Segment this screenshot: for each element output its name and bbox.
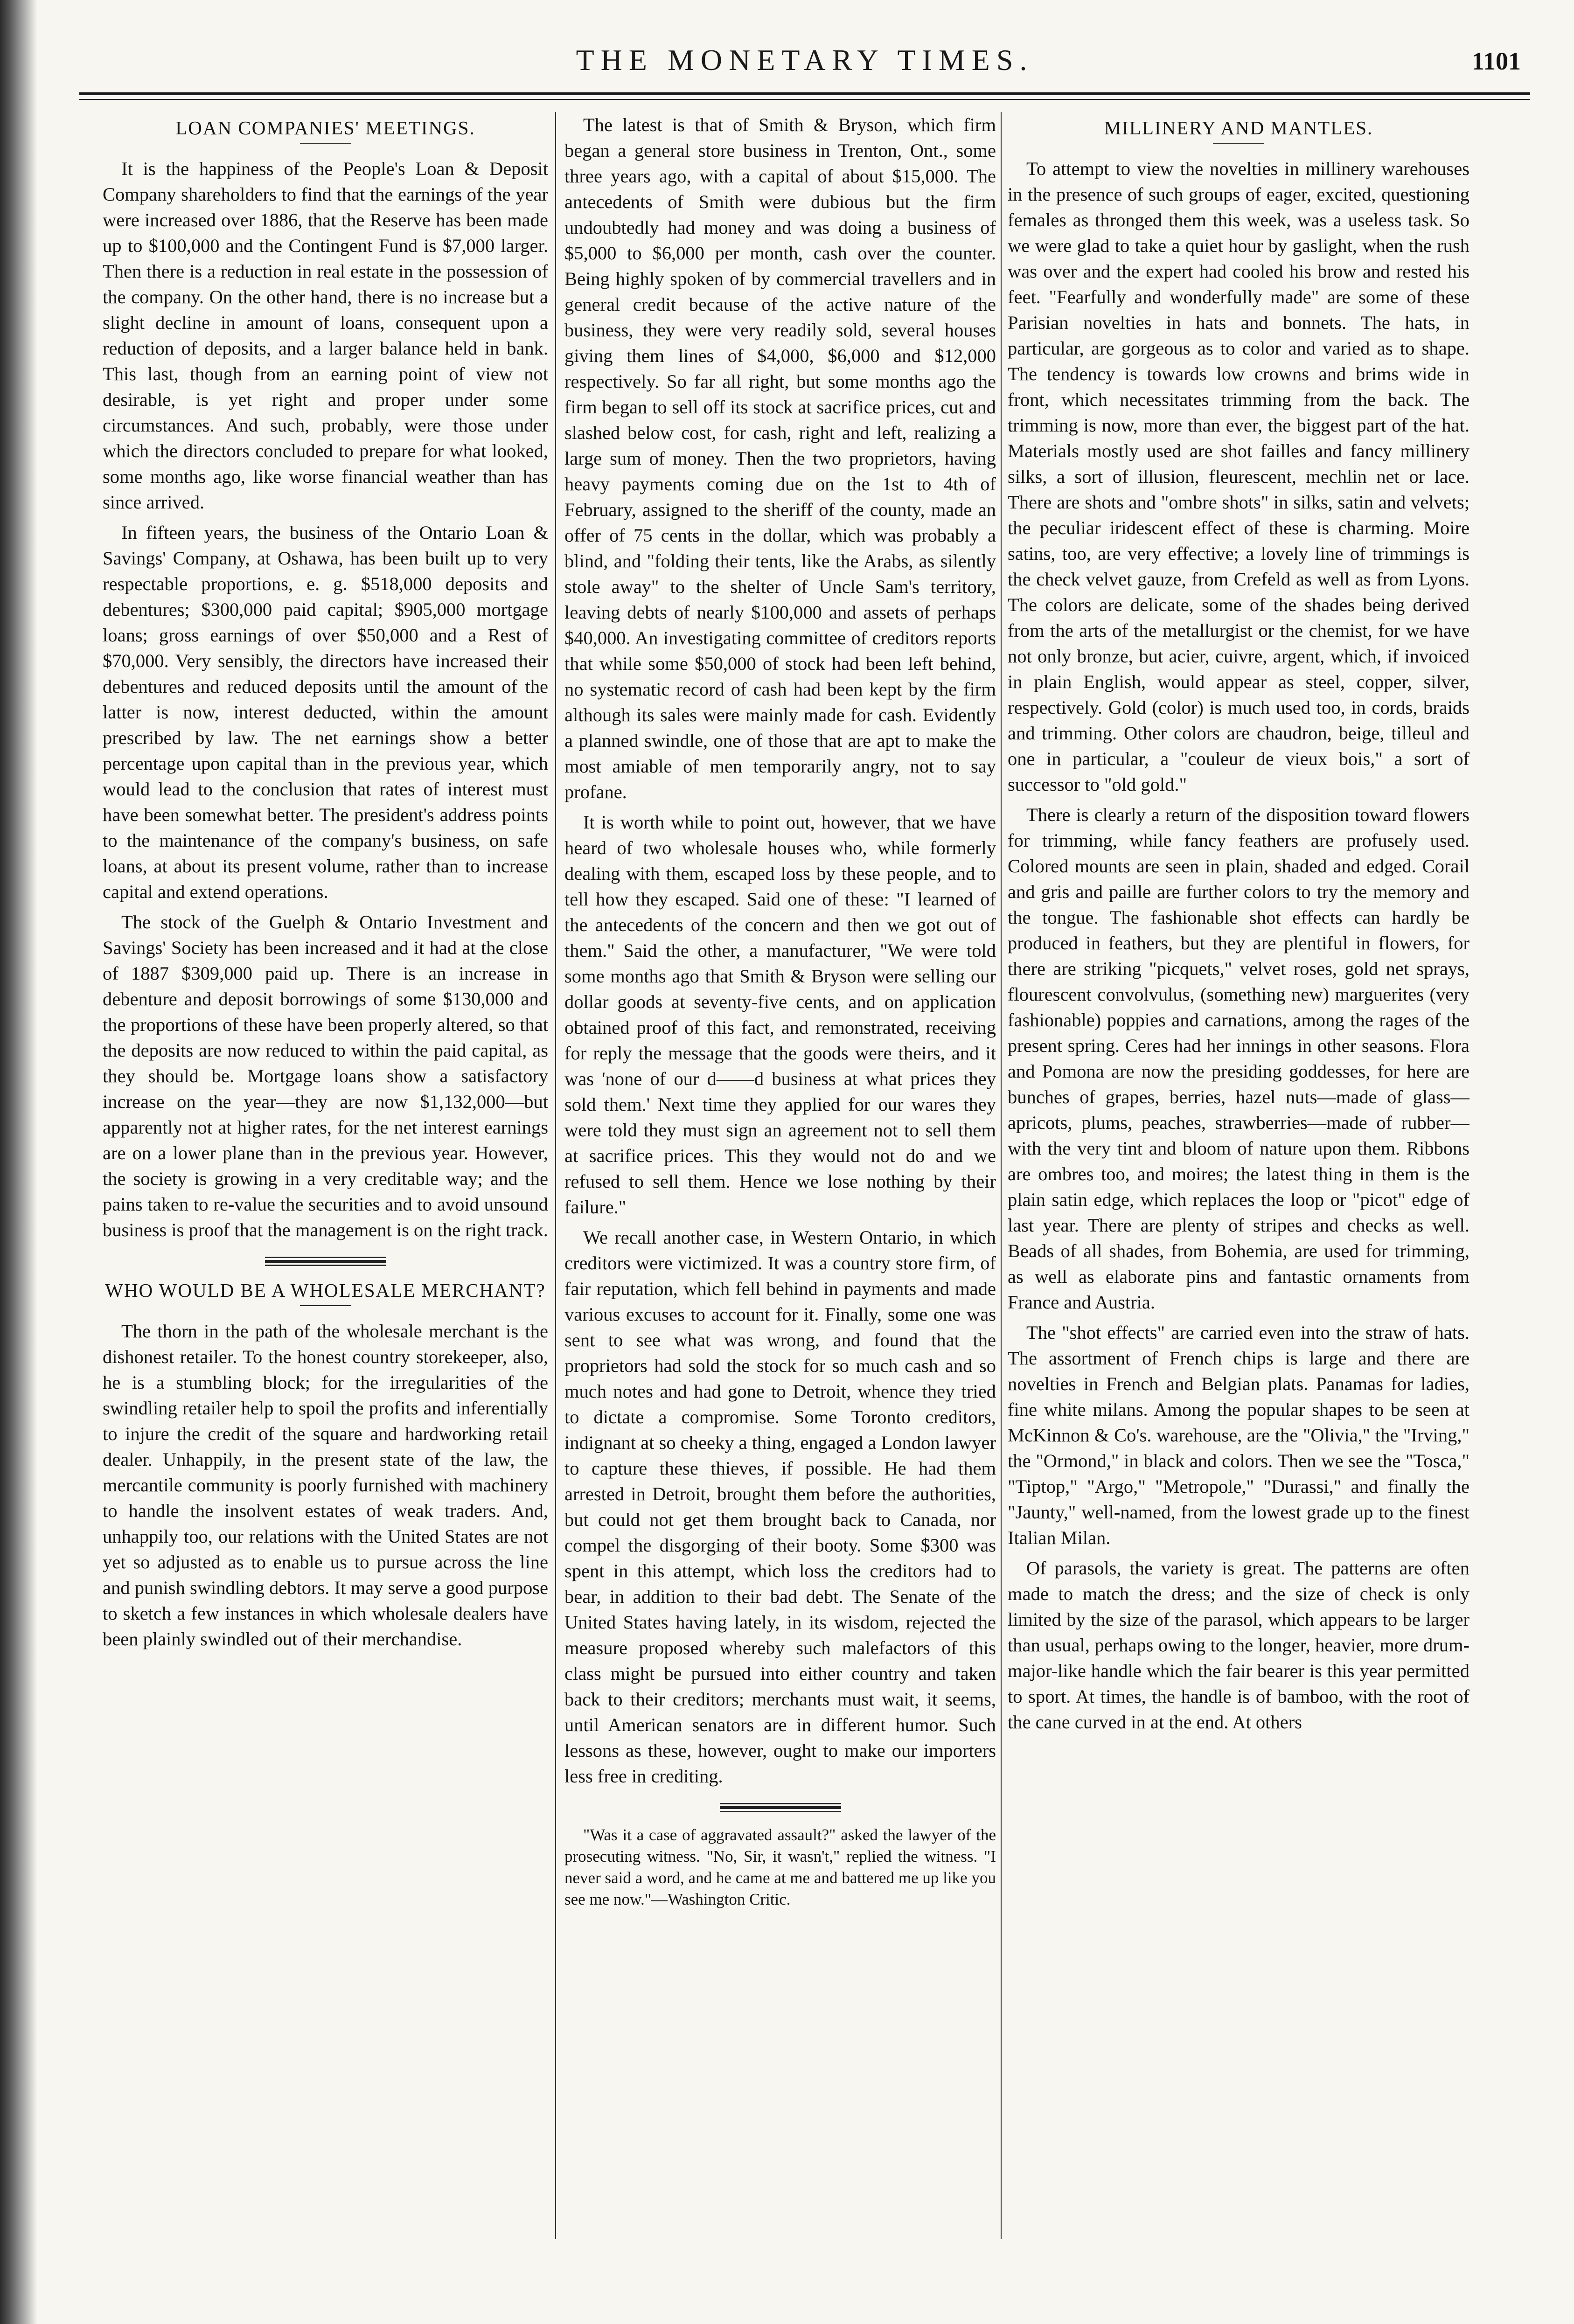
newspaper-title: THE MONETARY TIMES. [576, 43, 1034, 77]
article-separator [265, 1257, 386, 1266]
page-number: 1101 [1471, 47, 1521, 75]
anecdote-paragraph: "Was it a case of aggravated assault?" asked the lawyer of the prosecuting witness. "No, Sir, it wasn't," replied the witness. "I never said a word, and he came at me and battered me up like you see me now."—Washington Critic. [564, 1826, 996, 1908]
heading-rule [300, 143, 351, 144]
article-heading-loan-companies: LOAN COMPANIES' MEETINGS. [175, 117, 475, 139]
heading-rule [1213, 143, 1264, 144]
paragraph: There is clearly a return of the disposition toward flowers for trimming, while fancy feathers are profusely used. Colored mounts are seen in plain, shaded and edged. Corail and gris and paille are further colors to try the memory and the tongue. The fashionable shot effects can hardly be produced in feathers, but they are plentiful in flowers, for there are striking "picquets," velvet roses, gold net sprays, flourescent convolvulus, (something new) marguerites (very fashionable) poppies and carnations, among the rages of the present spring. Ceres had her innings in other seasons. Flora and Pomona are now the presiding goddesses, for here are bunches of grapes, berries, hazel nuts—made of glass—apricots, plums, peaches, strawberries—made of rubber—with the very tint and bloom of nature upon them. Ribbons are ombres too, and moires; the latest thing in them is the plain satin edge, which replaces the loop or "picot" edge of last year. There are plenty of stripes and checks as well. Beads of all shades, from Bohemia, are used for trimming, as well as elaborate pins and fantastic ornaments from France and Austria. [1008, 804, 1470, 1313]
article-heading-wholesale-merchant: WHO WOULD BE A WHOLESALE MERCHANT? [105, 1280, 546, 1301]
paragraph: Of parasols, the variety is great. The patterns are often made to match the dress; and the size of check is only limited by the size of the parasol, which appears to be larger than usual, perhaps owing to the longer, heavier, more drum-major-like handle which the fair bearer is this year permitted to sport. At times, the handle is of bamboo, with the root of the cane curved in at the end. At others [1008, 1558, 1470, 1733]
masthead-rule-thin [79, 99, 1530, 100]
column-1 [103, 112, 548, 2267]
paragraph: The thorn in the path of the wholesale merchant is the dishonest retailer. To the honest country storekeeper, also, he is a stumbling block; for the irregularities of the swindling retailer help to spoil the profits and inferentially to injure the credit of the square and hardworking retail dealer. Unhappily, in the present state of the law, the mercantile community is poorly furnished with machinery to handle the insolvent estates of weak traders. And, unhappily too, our relations with the United States are not yet so adjusted as to enable us to pursue across the line and punish swindling debtors. It may serve a good purpose to sketch a few instances in which wholesale dealers have been plainly swindled out of their merchandise. [103, 1321, 548, 1649]
heading-rule [300, 1305, 351, 1306]
binding-gutter [0, 0, 37, 2324]
masthead [79, 40, 1530, 91]
column-2 [564, 112, 996, 2267]
paragraph: It is worth while to point out, however, that we have heard of two wholesale houses who, while formerly dealing with them, escaped loss by these people, and to tell how they escaped. Said one of these: "I learned of the antecedents of the concern and then we got out of them." Said the other, a manufacturer, "We were told some months ago that Smith & Bryson were selling our dollar goods at seventy-five cents, and on application obtained proof of this fact, and remonstrated, receiving for reply the message that the goods were theirs, and it was 'none of our d——d business at what prices they sold them.' Next time they applied for our wares they were told they must sign an agreement not to sell them at sacrifice prices. This they would not do and we refused to sell them. Hence we lose nothing by their failure." [564, 812, 996, 1218]
paragraph: The latest is that of Smith & Bryson, which firm began a general store business in Trenton, Ont., some three years ago, with a capital of about $15,000. The antecedents of Smith were dubious but the firm undoubtedly had money and was doing a business of $5,000 to $6,000 per month, cash over the counter. Being highly spoken of by commercial travellers and in general credit because of the active nature of the business, they were very readily sold, several houses giving them lines of $4,000, $6,000 and $12,000 respectively. So far all right, but some months ago the firm began to sell off its stock at sacrifice prices, cut and slashed below cost, for cash, right and left, realizing a large sum of money. Then the two proprietors, having heavy payments coming due on the 1st to 4th of February, assigned to the sheriff of the county, made an offer of 75 cents in the dollar, which was probably a blind, and "folding their tents, like the Arabs, as silently stole away" to the shelter of Uncle Sam's territory, leaving debts of nearly $100,000 and assets of perhaps $40,000. An investigating committee of creditors reports that while some $50,000 of stock had been left behind, no systematic record of cash had been kept by the firm although its sales were mainly made for cash. Evidently a planned swindle, one of those that are apt to make the most amiable of men temporarily angry, not to say profane. [564, 114, 996, 802]
paragraph: The "shot effects" are carried even into the straw of hats. The assortment of French chips is large and there are novelties in French and Belgian plats. Panamas for ladies, fine white milans. Among the popular shapes to be seen at McKinnon & Co's. warehouse, are the "Olivia," the "Irving," the "Ormond," in black and colors. Then we see the "Tosca," "Tiptop," "Argo," "Metropole," "Durassi," and finally the "Jaunty," well-named, from the lowest grade up to the finest Italian Milan. [1008, 1322, 1470, 1548]
masthead-rule [79, 92, 1530, 95]
paragraph: It is the happiness of the People's Loan & Deposit Company shareholders to find that the earnings of the year were increased over 1886, that the Reserve has been made up to $100,000 and the Contingent Fund is $7,000 larger. Then there is a reduction in real estate in the possession of the company. On the other hand, there is no increase but a slight decline in amount of loans, consequent upon a reduction of deposits, and a larger balance held in bank. This last, though from an earning point of view not desirable, is yet right and proper under some circumstances. And such, probably, were those under which the directors concluded to prepare for what looked, some months ago, like worse financial weather than has since arrived. [103, 158, 548, 513]
column-3 [1008, 112, 1470, 2267]
paragraph: We recall another case, in Western Ontario, in which creditors were victimized. It was a country store firm, of fair reputation, which fell behind in payments and made various excuses to account for it. Finally, some one was sent to see what was wrong, and found that the proprietors had sold the stock for so much cash and so much notes and had gone to Detroit, whence they tried to dictate a compromise. Some Toronto creditors, indignant at so cheeky a thing, engaged a London lawyer to capture these thieves, if possible. He had them arrested in Detroit, brought them before the authorities, but could not get them brought back to Canada, nor compel the disgorging of their booty. Some $300 was spent in this attempt, which loss the creditors had to bear, in addition to their bad debt. The Senate of the United States having lately, in its wisdom, rejected the measure proposed whereby such malefactors of this class might be pursued into either country and taken back to their creditors; merchants must wait, it seems, until American senators are in different humor. Such lessons as these, however, ought to make our importers less free in crediting. [564, 1227, 996, 1787]
article-heading-millinery: MILLINERY AND MANTLES. [1104, 117, 1373, 139]
column-divider [555, 112, 556, 2239]
paragraph: To attempt to view the novelties in millinery warehouses in the presence of such groups of eager, excited, questioning females as thronged them this week, was a useless task. So we were glad to take a quiet hour by gaslight, when the rush was over and the expert had cooled his brow and rested his feet. "Fearfully and wonderfully made" are some of these Parisian novelties in hats and bonnets. The hats, in particular, are gorgeous as to color and varied as to shape. The tendency is towards low crowns and brims wide in front, which necessitates trimming from the back. The trimming is now, more than ever, the biggest part of the hat. Materials mostly used are shot failles and fancy millinery silks, a sort of illusion, fleurescent, mechlin net or lace. There are shots and "ombre shots" in silks, satin and velvets; the peculiar iridescent effect of these is charming. Moire satins, too, are very effective; a lovely line of trimmings is the check velvet gauze, from Crefeld as well as from Lyons. The colors are delicate, some of the shades being derived from the arts of the metallurgist or the chemist, for we have not only bronze, but acier, cuivre, argent, which, if invoiced in plain English, would appear as steel, copper, silver, respectively. Gold (color) is much used too, in cords, braids and trimming. Other colors are chaudron, beige, tilleul and one in particular, a "couleur de vieux bois," a sort of successor to "old gold." [1008, 158, 1470, 795]
paragraph: The stock of the Guelph & Ontario Investment and Savings' Society has been increased and it had at the close of 1887 $309,000 paid up. There is an increase in debenture and deposit borrowings of some $130,000 and the proportions of these have been properly altered, so that the deposits are now reduced to within the paid capital, as they should be. Mortgage loans show a satisfactory increase on the year—they are now $1,132,000—but apparently not at higher rates, for the net interest earnings are on a lower plane than in the previous year. However, the society is growing in a very creditable way; and the pains taken to re-value the securities and to avoid unsound business is proof that the management is on the right track. [103, 912, 548, 1240]
paragraph: In fifteen years, the business of the Ontario Loan & Savings' Company, at Oshawa, has been built up to very respectable proportions, e. g. $518,000 deposits and debentures; $300,000 paid capital; $905,000 mortgage loans; gross earnings of over $50,000 and a Rest of $70,000. Very sensibly, the directors have increased their debentures and reduced deposits until the amount of the latter is now, interest deducted, within the amount prescribed by law. The net earnings show a better percentage upon capital than in the previous year, which would lead to the conclusion that rates of interest must have been somewhat better. The president's address points to the maintenance of the company's business, on safe loans, at about its present volume, rather than to increase capital and extend operations. [103, 522, 548, 902]
article-separator [720, 1803, 841, 1812]
column-divider [1001, 112, 1002, 2239]
